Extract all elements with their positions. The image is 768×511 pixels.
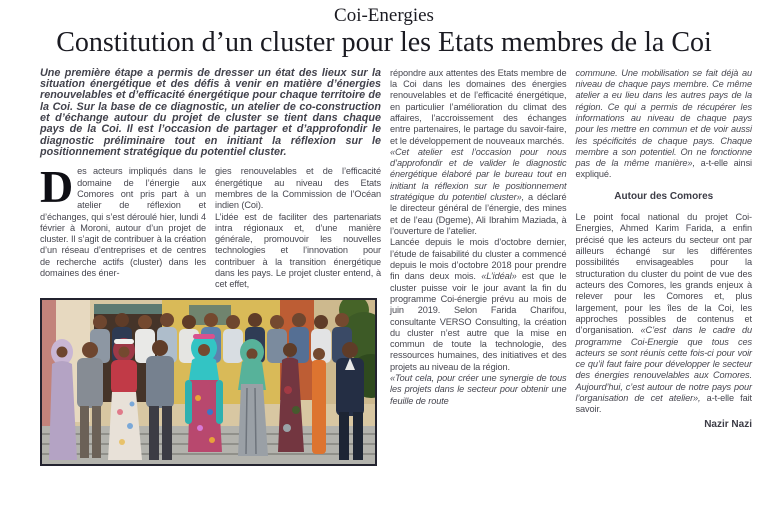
group-photo-illustration bbox=[42, 300, 375, 464]
intro-paragraph: Une première étape a permis de dresser un état des lieux sur la situation énergétique et des défis à venir en matière d’énergies renouvelables et d’efficacité énergétique pour chaque territoire de la Coi. Sur la base de ce diagnostic, un atelier de co-construction et d’échange autour du projet de cluster se tient dans chaque pays de la Coi. Il est l’occasion de partager et d’approfondir le diagnostic préliminaire tout en initiant la réflexion sur le positionnement stratégique du potentiel cluster. bbox=[40, 66, 381, 158]
body-column-1 bbox=[40, 161, 206, 290]
column-3-paragraph-4 bbox=[390, 373, 567, 407]
quote-cadre-attribution: a-t-elle fait savoir. bbox=[575, 393, 752, 415]
quote-ideal: «L’idéal» bbox=[481, 271, 517, 282]
body-column-2 bbox=[215, 166, 381, 290]
drop-cap: D bbox=[40, 161, 74, 213]
article-columns bbox=[0, 68, 768, 466]
column-2-paragraph-1: gies renouvelables et de l’efficacité énergétique au niveau des Etats membres de la Commission de l’Océan indien (Coi). bbox=[215, 166, 381, 211]
article-photo bbox=[40, 298, 377, 466]
column-4-paragraph-2 bbox=[576, 212, 753, 416]
study-timeline-text: Lancée depuis le mois d’octobre dernier, l’étude de faisabilité du cluster a commencé depuis le mois d’octobre 2018 pour prendre fin dans deux mois. bbox=[390, 237, 567, 282]
quote-cadre-programme: «C’est dans le cadre du programme Coi-Energie que tous ces acteurs se sont réunis cette fois-ci pour voir ce qu’il faut faire pour développer le secteur des énergies renouvelables aux Comores. Aujourd’hui, c’est autour de notre pays pour l’organisation de cet atelier», bbox=[575, 325, 752, 404]
article-kicker: Coi-Energies bbox=[334, 5, 434, 26]
body-columns-1-2 bbox=[40, 161, 381, 290]
quote-synergie-cont: commune. Une mobilisation se fait déjà au niveau de chaque pays membre. Ce même atelier a eu lieu dans les autres pays de la région. Ce qui a permis de récupérer les informations au niveau de chaque pays pour les mettre en commun et de voir aussi les spécificités de chaque pays. Chaque membre a son potentiel. On ne fonctionne pas de la même manière», bbox=[575, 67, 752, 169]
article-headline: Constitution d’un cluster pour les Etats membres de la Coi bbox=[56, 26, 712, 58]
body-column-3 bbox=[390, 68, 567, 407]
column-3-paragraph-3 bbox=[390, 237, 567, 373]
byline: Nazir Nazi bbox=[704, 418, 752, 430]
quote-synergie-start: «Tout cela, pour créer une synergie de tous les projets dans le secteur pour obtenir une feuille de route bbox=[390, 373, 567, 406]
quote-atelier-attribution: a déclaré le directeur général de l’énergie, des mines et de l’eau (Dgeme), Ali Ibrahim Maziada, à l’ouverture de l’atelier. bbox=[390, 192, 567, 237]
left-column-group bbox=[40, 68, 381, 466]
column-3-paragraph-1: répondre aux attentes des Etats membre de la Coi dans les domaines des énergies renouvelables et de l’efficacité énergétique, en particulier l’amélioration du climat des affaires, l’accroissement des échanges entre partenaires, le partage du savoir-faire, et le développement de nouveaux marchés. bbox=[390, 67, 567, 146]
focal-point-text: Le point focal national du projet Coi-Energies, Ahmed Karim Farida, a enfin précisé que les acteurs du secteur ont par ailleurs échangé sur les différentes possibilités envisageables pour la structuration du cluster du point de vue des acteurs des Comores, les grands enjeux à relever pour les Comores et, plus largement, pour les îles de la Coi, les approches possibles de contenus et d’organisation. bbox=[575, 212, 752, 336]
quote-atelier: «Cet atelier est l’occasion pour nous d’approfondir et de valider le diagnostic énergétique élaboré par le bureau tout en initiant la réflexion sur le positionnement stratégique du potentiel cluster», bbox=[390, 146, 567, 203]
column-2-paragraph-2: L’idée est de faciliter des partenariats intra régionaux et, d’une manière générale, promouvoir les nouvelles technologies et l’innovation pour contribuer à la transition énergétique dans les pays. Le projet cluster entend, à cet effet, bbox=[215, 211, 381, 290]
section-subheading: Autour des Comores bbox=[614, 190, 714, 202]
study-timeline-text-cont: est que le cluster puisse voir le jour avant la fin du programme Coi-énergie prévu au mois de juin 2019. Selon Farida Charifou, consultante VERSO Consulting, la création du cluster n’est autre que la mise en commun de toute la technologie, des ressources humaines, des initiatives et des projets au niveau de la région. bbox=[390, 271, 567, 372]
masthead bbox=[0, 0, 768, 59]
column-4-paragraph-1 bbox=[576, 68, 753, 181]
column-3-paragraph-2 bbox=[390, 147, 567, 238]
body-column-4 bbox=[576, 68, 753, 431]
column-1-text: es acteurs impliqués dans le domaine de l’énergie aux Comores ont pris part à un atelier de réflexion et d’échanges, qui s’est déroulé hier, lundi 4 février à Moroni, autour d’un projet de cluster. Il s’agit de contribuer à la création d’un réseau d’entreprises et de centres de recherche actifs (cluster) dans les domaines des éner- bbox=[40, 166, 206, 279]
quote-synergie-attribution: a-t-elle ainsi expliqué. bbox=[575, 158, 753, 180]
